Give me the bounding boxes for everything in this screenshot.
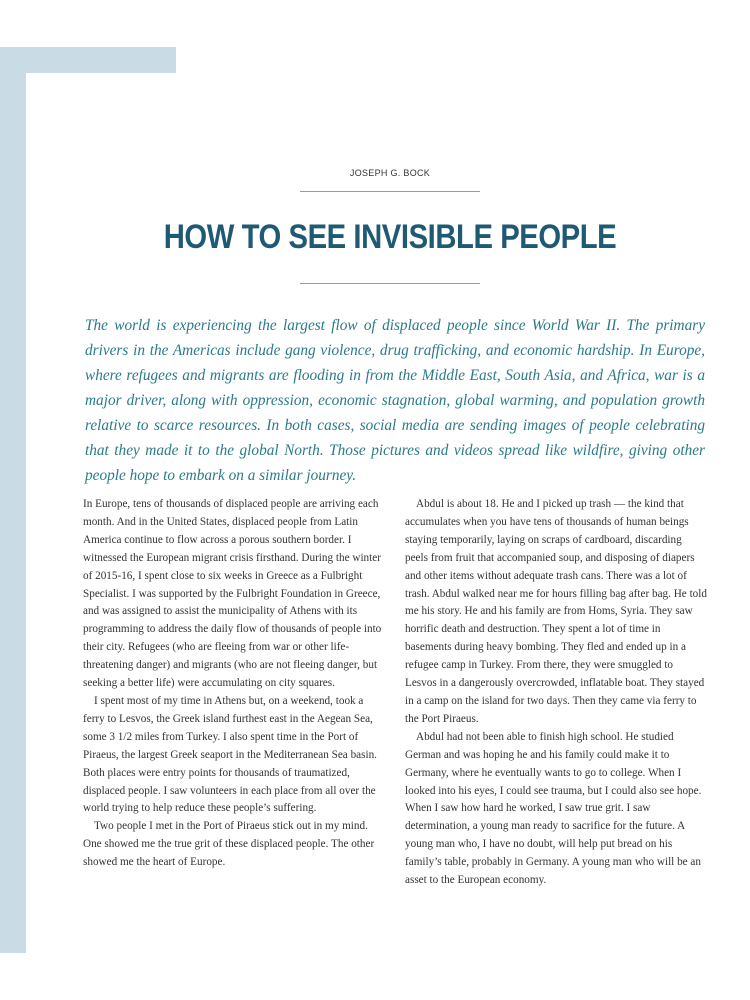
body-paragraph: Abdul had not been able to finish high school. He studied German and was hoping he and his family could make it to Germany, where he eventually wants to go to college. When I looked into his eyes, I could see trauma, but I could also see hope. When I saw how hard he worked, I saw true grit. I saw determination, a young man ready to sacrifice for the future. A young man who, I have no doubt, will help put bread on his family’s table, probably in Germany. A young man who will be an asset to the European economy.: [405, 730, 702, 887]
decorative-top-bar: [0, 47, 176, 73]
body-paragraph: I spent most of my time in Athens but, on a weekend, took a ferry to Lesvos, the Greek island furthest east in the Aegean Sea, some 3 1/2 miles from Turkey. I also spent time in the Port of Piraeus, the largest Greek seaport in the Mediterranean Sea basin. Both places were entry points for thousands of traumatized, displaced people. I saw volunteers in each place from all over the world trying to help reduce these people’s suffering.: [83, 694, 377, 815]
decorative-left-bar: [0, 47, 26, 953]
divider-bottom: [300, 283, 480, 284]
body-column-left: [83, 496, 385, 872]
body-paragraph: Two people I met in the Port of Piraeus stick out in my mind. One showed me the true grit of these displaced people. The other showed me the heart of Europe.: [83, 820, 375, 869]
body-paragraph: Abdul is about 18. He and I picked up trash — the kind that accumulates when you have tens of thousands of human beings staying temporarily, laying on scraps of cardboard, discarding peels from fruit that accompanied soup, and disposing of diapers and other items without adequate trash cans. There was a lot of trash. Abdul walked near me for hours filling bag after bag. He told me his story. He and his family are from Homs, Syria. They saw horrific death and destruction. They spent a lot of time in basements during heavy bombing. They fled and ended up in a refugee camp in Turkey. From there, they were smuggled to Lesvos in a dangerously overcrowded, inflatable boat. They stayed in a camp on the island for two days. Then they came via ferry to the Port Piraeus.: [405, 498, 707, 725]
divider-top: [300, 191, 480, 192]
author-name: JOSEPH G. BOCK: [349, 168, 431, 178]
intro-paragraph: The world is experiencing the largest flow of displaced people since World War II. The primary drivers in the Americas include gang violence, drug trafficking, and economic hardship. In Europe, where refugees and migrants are flooding in from the Middle East, South Asia, and Africa, war is a major driver, along with oppression, economic stagnation, global warming, and population growth relative to scarce resources. In both cases, social media are sending images of people celebrating that they made it to the global North. Those pictures and videos spread like wildfire, giving other people hope to embark on a similar journey.: [85, 317, 705, 484]
article-title: HOW TO SEE INVISIBLE PEOPLE: [163, 218, 617, 256]
body-column-right: [405, 496, 707, 890]
body-paragraph: In Europe, tens of thousands of displaced people are arriving each month. And in the United States, displaced people from Latin America continue to flow across a porous southern border. I witnessed the European migrant crisis firsthand. During the winter of 2015-16, I spent close to six weeks in Greece as a Fulbright Specialist. I was supported by the Fulbright Foundation in Greece, and was assigned to assist the municipality of Athens with its programming to address the daily flow of thousands of people into their city. Refugees (who are fleeing from war or other life-threatening danger) and migrants (who are not fleeing danger, but seeking a better life) were accumulating on city squares.: [83, 498, 382, 690]
